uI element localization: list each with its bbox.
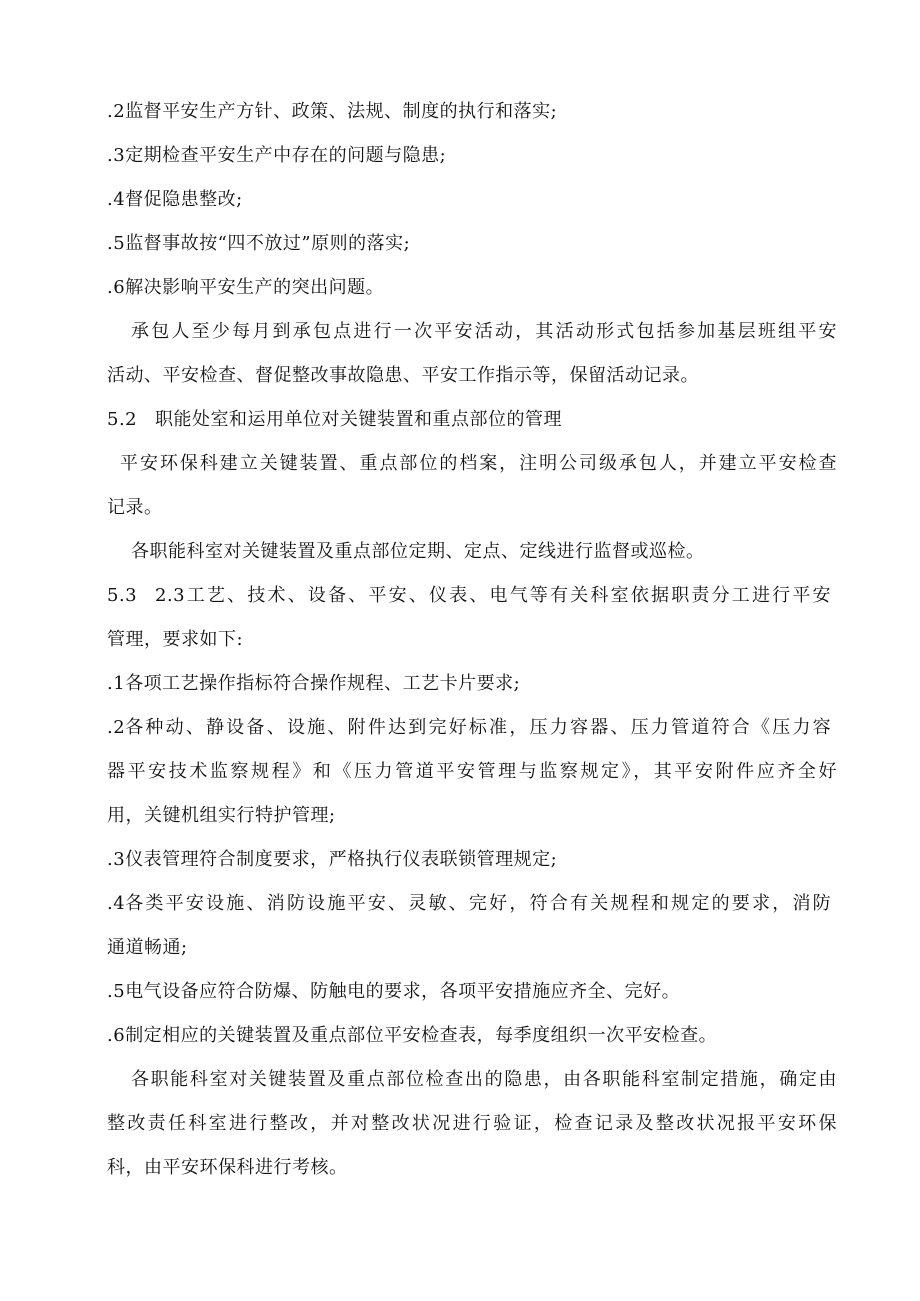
paragraph-line: 通道畅通; <box>107 937 188 958</box>
item-number: .6 <box>107 1025 126 1046</box>
item-text: 制定相应的关键装置及重点部位平安检查表，每季度组织一次平安检查。 <box>125 1025 718 1046</box>
paragraph-line: 各职能科室对关键装置及重点部位检查出的隐患，由各职能科室制定措施，确定由 <box>131 1069 837 1090</box>
paragraph-line: 整改责任科室进行整改，并对整改状况进行验证，检查记录及整改状况报平安环保 <box>107 1113 837 1134</box>
item-text: 解决影响平安生产的突出问题。 <box>125 277 385 298</box>
paragraph-line: 各职能科室对关键装置及重点部位定期、定点、定线进行监督或巡检。 <box>131 541 705 562</box>
list-item <box>107 848 837 872</box>
item-number: .3 <box>107 849 126 870</box>
list-item <box>107 188 837 212</box>
item-number: .5 <box>107 233 126 254</box>
item-number: .3 <box>107 145 126 166</box>
item-number: .4 <box>107 189 126 210</box>
item-number: .1 <box>107 673 126 694</box>
item-text: 监督事故按“四不放过”原则的落实; <box>125 233 411 254</box>
paragraph-line: 记录。 <box>107 497 163 518</box>
section-heading <box>107 408 837 432</box>
item-text: 仪表管理符合制度要求，严格执行仪表联锁管理规定; <box>125 849 558 870</box>
section-heading <box>107 584 837 608</box>
list-item <box>107 100 837 124</box>
item-text: 定期检查平安生产中存在的问题与隐患; <box>125 145 447 166</box>
item-text: 监督平安生产方针、政策、法规、制度的执行和落实; <box>125 101 558 122</box>
paragraph-line: 科，由平安环保科进行考核。 <box>107 1157 348 1178</box>
paragraph-line: 用，关键机组实行特护管理; <box>107 805 336 826</box>
item-text: 督促隐患整改; <box>125 189 243 210</box>
list-item <box>107 1024 837 1048</box>
paragraph-line: 活动、平安检查、督促整改事故隐患、平安工作指示等，保留活动记录。 <box>107 365 699 386</box>
paragraph-line: 承包人至少每月到承包点进行一次平安活动，其活动形式包括参加基层班组平安 <box>131 321 837 342</box>
item-text: 各项工艺操作指标符合操作规程、工艺卡片要求; <box>125 673 521 694</box>
section-number: 5.3 <box>107 585 138 606</box>
item-number: .5 <box>107 981 126 1002</box>
section-title: 职能处室和运用单位对关键装置和重点部位的管理 <box>155 409 562 430</box>
section-text: 2.3工艺、技术、设备、平安、仪表、电气等有关科室依据职责分工进行平安 <box>155 585 831 606</box>
list-item <box>107 672 837 696</box>
paragraph-line: 器平安技术监察规程》和《压力管道平安管理与监察规定》，其平安附件应齐全好 <box>107 761 837 782</box>
list-item <box>107 980 837 1004</box>
item-text: 各类平安设施、消防设施平安、灵敏、完好，符合有关规程和规定的要求，消防 <box>125 893 832 914</box>
list-item <box>107 144 837 168</box>
list-item <box>107 892 837 916</box>
list-item <box>107 276 837 300</box>
item-number: .4 <box>107 893 126 914</box>
list-item <box>107 716 837 740</box>
item-number: .6 <box>107 277 126 298</box>
section-number: 5.2 <box>107 409 138 430</box>
item-number: .2 <box>107 101 126 122</box>
list-item <box>107 232 837 256</box>
item-text: 电气设备应符合防爆、防触电的要求，各项平安措施应齐全、完好。 <box>125 981 681 1002</box>
paragraph-line: 管理，要求如下: <box>107 629 244 650</box>
item-number: .2 <box>107 717 126 738</box>
item-text: 各种动、静设备、设施、附件达到完好标准，压力容器、压力管道符合《压力容 <box>125 717 832 738</box>
paragraph-line: 平安环保科建立关键装置、重点部位的档案，注明公司级承包人，并建立平安检查 <box>120 453 837 474</box>
